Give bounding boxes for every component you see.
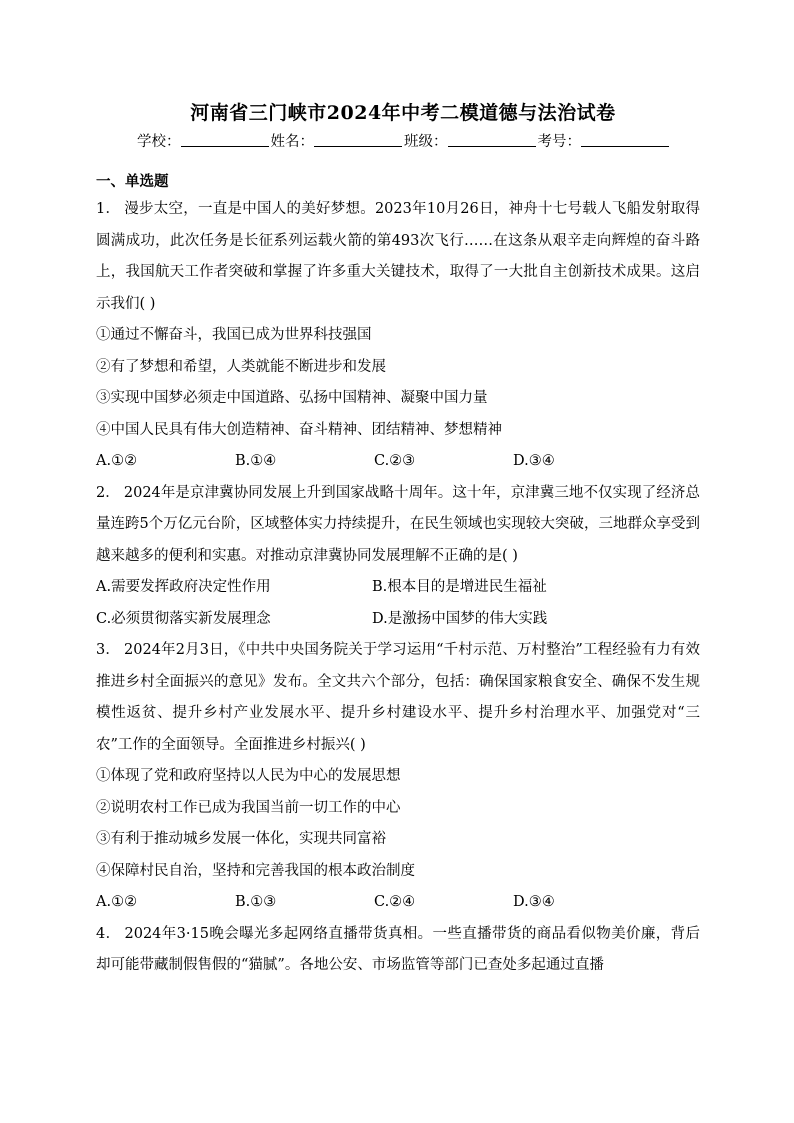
class-label: 班级： <box>404 134 448 150</box>
option-c: C.②④ <box>374 894 416 910</box>
question-number: 4． <box>96 925 121 942</box>
school-label: 学校： <box>137 134 181 150</box>
statement-2: ②说明农村工作已成为我国当前一切工作的中心 <box>96 799 401 816</box>
statement-3: ③有利于推动城乡发展一体化，实现共同富裕 <box>96 831 386 847</box>
name-label: 姓名： <box>270 134 314 150</box>
option-d: D.③④ <box>513 894 555 910</box>
statement-4: ④保障村民自治，坚持和完善我国的根本政治制度 <box>96 862 415 879</box>
exam-number-blank <box>581 132 669 147</box>
question-2 <box>96 478 700 636</box>
question-stem <box>96 194 700 320</box>
question-text: 2024年是京津冀协同发展上升到国家战略十周年。这十年，京津冀三地不仅实现了经济总量连跨5个万亿元台阶，区域整体实力持续提升，在民生领域也实现较大突破，三地群众享受到越来越多的便利和实惠。对推动京津冀协同发展理解不正确的是( ) <box>96 484 700 564</box>
statement-2: ②有了梦想和希望，人类就能不断进步和发展 <box>96 358 386 375</box>
question-text: 漫步太空，一直是中国人的美好梦想。2023年10月26日，神舟十七号载人飞船发射取得圆满成功，此次任务是长征系列运载火箭的第493次飞行……在这条从艰辛走向辉煌的奋斗路上，我国航天工作者突破和掌握了许多重大关键技术，取得了一大批自主创新技术成果。这启示我们( ) <box>96 201 700 312</box>
question-number: 2． <box>96 484 120 501</box>
option-a: A.①② <box>96 453 138 469</box>
option-d: D.是激扬中国梦的伟大实践 <box>372 610 548 627</box>
school-blank <box>181 132 269 147</box>
option-c: C.必须贯彻落实新发展理念 <box>96 610 271 627</box>
exam-number-label: 考号： <box>537 134 581 150</box>
option-a: A.①② <box>96 894 138 910</box>
name-blank <box>314 132 402 147</box>
student-info-line <box>108 128 700 156</box>
question-3 <box>96 635 700 919</box>
option-c: C.②③ <box>374 453 416 469</box>
question-text: 2024年2月3日，《中共中央国务院关于学习运用“千村示范、万村整治”工程经验有力有效推进乡村全面振兴的意见》发布。全文共六个部分，包括：确保国家粮食安全、确保不发生规模性返贫、提升乡村产业发展水平、提升乡村建设水平、提升乡村治理水平、加强党对“三农”工作的全面领导。全面推进乡村振兴( ) <box>96 642 700 753</box>
section-heading: 一、单选题 <box>96 173 169 190</box>
question-1 <box>96 194 700 478</box>
exam-page <box>96 98 700 982</box>
options-row <box>96 446 700 478</box>
exam-title: 河南省三门峡市2024年中考二模道德与法治试卷 <box>190 102 616 124</box>
option-a: A.需要发挥政府决定性作用 <box>96 579 271 595</box>
question-text: 2024年3·15晚会曝光多起网络直播带货真相。一些直播带货的商品看似物美价廉，背后却可能带藏制假售假的“猫腻”。各地公安、市场监管等部门已查处多起通过直播 <box>96 925 701 973</box>
option-b: B.根本目的是增进民生福祉 <box>372 579 547 595</box>
options-row <box>96 887 700 919</box>
question-number: 1． <box>96 201 121 217</box>
statement-4: ④中国人民具有伟大创造精神、奋斗精神、团结精神、梦想精神 <box>96 421 502 438</box>
option-b: B.①③ <box>235 894 277 910</box>
statement-1: ①体现了党和政府坚持以人民为中心的发展思想 <box>96 768 401 784</box>
question-number: 3． <box>96 642 121 658</box>
statement-3: ③实现中国梦必须走中国道路、弘扬中国精神、凝聚中国力量 <box>96 390 488 406</box>
option-d: D.③④ <box>513 453 555 469</box>
options-row <box>96 604 700 636</box>
statement-1: ①通过不懈奋斗，我国已成为世界科技强国 <box>96 327 372 343</box>
question-stem <box>96 635 700 761</box>
question-4 <box>96 919 700 982</box>
options-row <box>96 572 700 604</box>
question-stem <box>96 478 700 573</box>
option-b: B.①④ <box>235 453 277 469</box>
question-stem <box>96 919 700 982</box>
class-blank <box>448 132 536 147</box>
